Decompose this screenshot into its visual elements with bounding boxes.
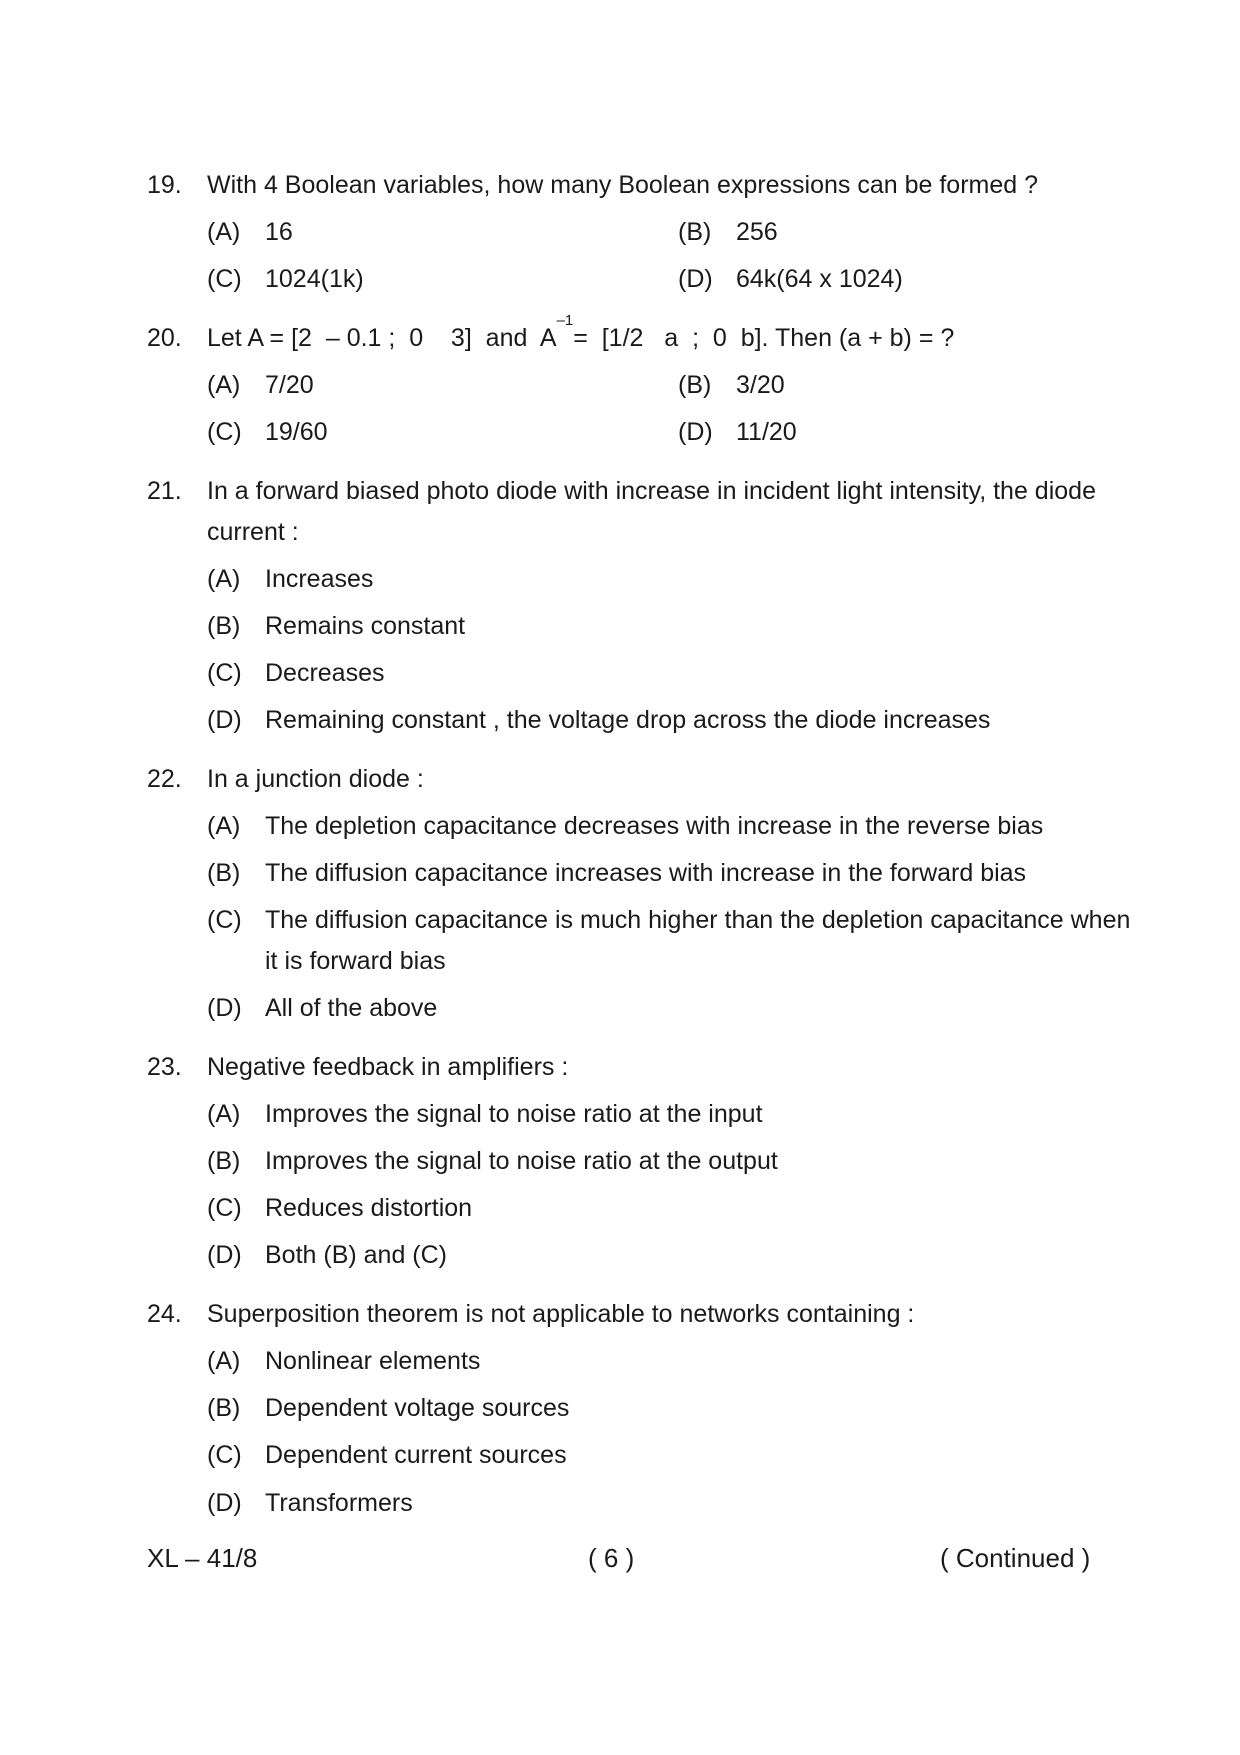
option-label: (C) [207,659,242,687]
option-label: (A) [207,565,241,593]
question-stem [207,312,955,353]
option-label: (B) [678,218,712,246]
option-label: (A) [207,371,241,399]
option-text: 16 [265,218,293,246]
question-number: 24. [147,1300,182,1328]
option-label: (A) [207,218,241,246]
option-label: (B) [207,612,241,640]
option-text-continued: it is forward bias [265,947,446,975]
option-text: All of the above [265,994,438,1022]
option-label: (C) [207,418,242,446]
option-text: Increases [265,565,374,593]
option-text: Dependent current sources [265,1441,567,1469]
question-number: 19. [147,171,182,199]
option-text: Nonlinear elements [265,1347,481,1375]
option-text: 256 [736,218,778,246]
question-stem: Superposition theorem is not applicable to networks containing : [207,1300,915,1328]
option-label: (C) [207,906,242,934]
option-label: (D) [207,1241,242,1269]
question-number: 23. [147,1053,182,1081]
option-label: (B) [678,371,712,399]
stem-part: = [1/2 a ; 0 b]. Then (a + b) = ? [573,324,955,352]
stem-part: Let A = [2 – 0.1 ; 0 3] and A [207,324,557,352]
option-text: 19/60 [265,418,328,446]
question-stem: In a forward biased photo diode with increase in incident light intensity, the diode [207,477,1096,505]
option-text: 11/20 [736,418,797,446]
option-text: Decreases [265,659,385,687]
option-text: The depletion capacitance decreases with increase in the reverse bias [265,812,1044,840]
option-label: (D) [678,265,713,293]
option-text: Remaining constant , the voltage drop across the diode increases [265,706,991,734]
option-label: (C) [207,1441,242,1469]
option-text: 64k(64 x 1024) [736,265,903,293]
question-stem: In a junction diode : [207,765,424,793]
question-number: 20. [147,324,182,352]
paper-code: XL – 41/8 [147,1543,258,1573]
option-text: Remains constant [265,612,466,640]
question-stem-continued: current : [207,518,299,546]
option-label: (D) [207,994,242,1022]
option-text: The diffusion capacitance is much higher than the depletion capacitance when [265,906,1131,934]
option-text: 7/20 [265,371,314,399]
question-number: 22. [147,765,182,793]
question-number: 21. [147,477,182,505]
question-stem: Negative feedback in amplifiers : [207,1053,569,1081]
option-text: Dependent voltage sources [265,1394,570,1422]
option-label: (B) [207,1394,241,1422]
option-text: Improves the signal to noise ratio at the input [265,1100,763,1128]
page-number: ( 6 ) [588,1543,635,1573]
option-label: (A) [207,812,241,840]
option-text: Both (B) and (C) [265,1241,448,1269]
option-label: (A) [207,1347,241,1375]
option-label: (D) [678,418,713,446]
option-text: Transformers [265,1489,413,1517]
option-text: Reduces distortion [265,1194,473,1222]
option-text: 1024(1k) [265,265,364,293]
option-label: (C) [207,1194,242,1222]
option-label: (B) [207,1147,241,1175]
option-text: Improves the signal to noise ratio at the output [265,1147,778,1175]
continued-label: ( Continued ) [940,1543,1091,1573]
option-label: (D) [207,706,242,734]
option-label: (C) [207,265,242,293]
option-text: The diffusion capacitance increases with increase in the forward bias [265,859,1027,887]
option-label: (D) [207,1489,242,1517]
option-label: (A) [207,1100,241,1128]
option-text: 3/20 [736,371,785,399]
inverse-superscript: –1 [556,312,574,329]
option-label: (B) [207,859,241,887]
question-stem: With 4 Boolean variables, how many Boolean expressions can be formed ? [207,171,1039,199]
